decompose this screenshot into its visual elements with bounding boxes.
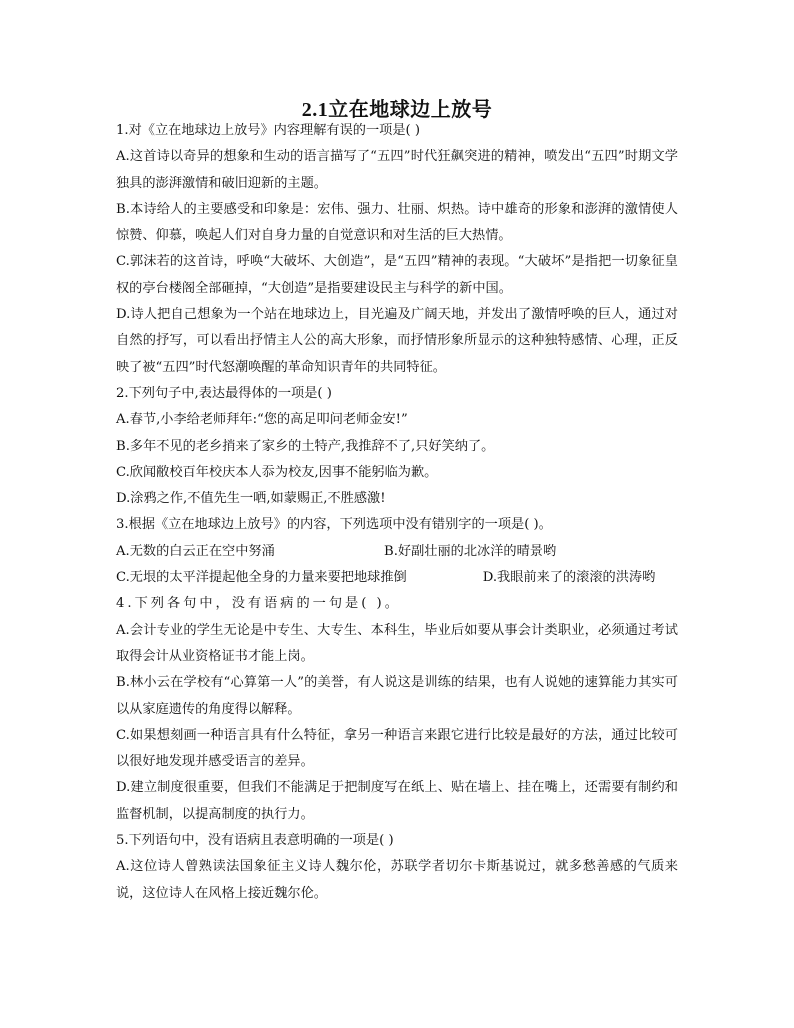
question-1-option-d: D.诗人把自己想象为一个站在地球边上，目光遍及广阔天地，并发出了激情呼唤的巨人，通过对自然的抒写，可以看出抒情主人公的高大形象，而抒情形象所显示的这种独特感情、心理，正反映了被“五四”时代怒潮唤醒的革命知识青年的共同特征。 [116, 307, 678, 375]
question-3-option-c: C.无垠的太平洋提起他全身的力量来要把地球推倒 [116, 570, 407, 586]
question-5-stem: 5.下列语句中，没有语病且表意明确的一项是( ) [116, 833, 394, 849]
question-3-option-b: B.好副壮丽的北冰洋的晴景哟 [384, 543, 557, 559]
question-1-option-c: C.郭沫若的这首诗，呼唤“大破坏、大创造”，是“五四”精神的表现。“大破坏”是指把一切象征皇权的亭台楼阁全部砸掉，“大创造”是指要建设民主与科学的新中国。 [116, 254, 678, 296]
question-5-option-a: A.这位诗人曾熟读法国象征主义诗人魏尔伦，苏联学者切尔卡斯基说过，就多愁善感的气质来说，这位诗人在风格上接近魏尔伦。 [116, 859, 678, 901]
question-2-stem: 2.下列句子中,表达最得体的一项是( ) [116, 385, 332, 401]
question-4-option-a: A.会计专业的学生无论是中专生、大专生、本科生，毕业后如要从事会计类职业，必须通过考试取得会计从业资格证书才能上岗。 [116, 622, 678, 664]
question-2-option-d: D.涂鸦之作,不值先生一哂,如蒙赐正,不胜感激! [116, 491, 386, 507]
question-4-stem: 4.下列各句中，没有语病的一句是( )。 [116, 596, 401, 612]
question-3-row-1 [116, 539, 678, 565]
question-1-stem: 1.对《立在地球边上放号》内容理解有误的一项是( ) [116, 123, 420, 138]
question-4-option-b: B.林小云在学校有“心算第一人”的美誉，有人说这是训练的结果，也有人说她的速算能力其实可以从家庭遗传的角度得以解释。 [116, 675, 678, 717]
question-4-option-c: C.如果想刻画一种语言具有什么特征，拿另一种语言来跟它进行比较是最好的方法，通过比较可以很好地发现并感受语言的差异。 [116, 727, 678, 770]
document-body [116, 118, 678, 907]
question-3-option-d: D.我眼前来了的滚滚的洪涛哟 [482, 570, 656, 586]
question-1-option-b: B.本诗给人的主要感受和印象是：宏伟、强力、壮丽、炽热。诗中雄奇的形象和澎湃的激情使人惊赞、仰慕，唤起人们对自身力量的自觉意识和对生活的巨大热情。 [116, 201, 678, 244]
page-title: 2.1立在地球边上放号 [301, 99, 493, 121]
question-4-option-d: D.建立制度很重要，但我们不能满足于把制度写在纸上、贴在墙上、挂在嘴上，还需要有制约和监督机制，以提高制度的执行力。 [116, 780, 678, 822]
question-2-option-b: B.多年不见的老乡捎来了家乡的土特产,我推辞不了,只好笑纳了。 [116, 438, 495, 454]
question-3-stem: 3.根据《立在地球边上放号》的内容，下列选项中没有错别字的一项是( )。 [116, 517, 552, 533]
question-3-option-a: A.无数的白云正在空中努涌 [116, 543, 275, 559]
question-2-option-c: C.欣闻敝校百年校庆本人忝为校友,因事不能躬临为歉。 [116, 464, 438, 480]
question-1-option-a: A.这首诗以奇异的想象和生动的语言描写了“五四”时代狂飙突进的精神，喷发出“五四”时期文学独具的澎湃激情和破旧迎新的主题。 [116, 149, 678, 191]
question-3-row-2 [116, 565, 678, 591]
question-2-option-a: A.春节,小李给老师拜年:“您的高足叩问老师金安!” [116, 412, 408, 428]
